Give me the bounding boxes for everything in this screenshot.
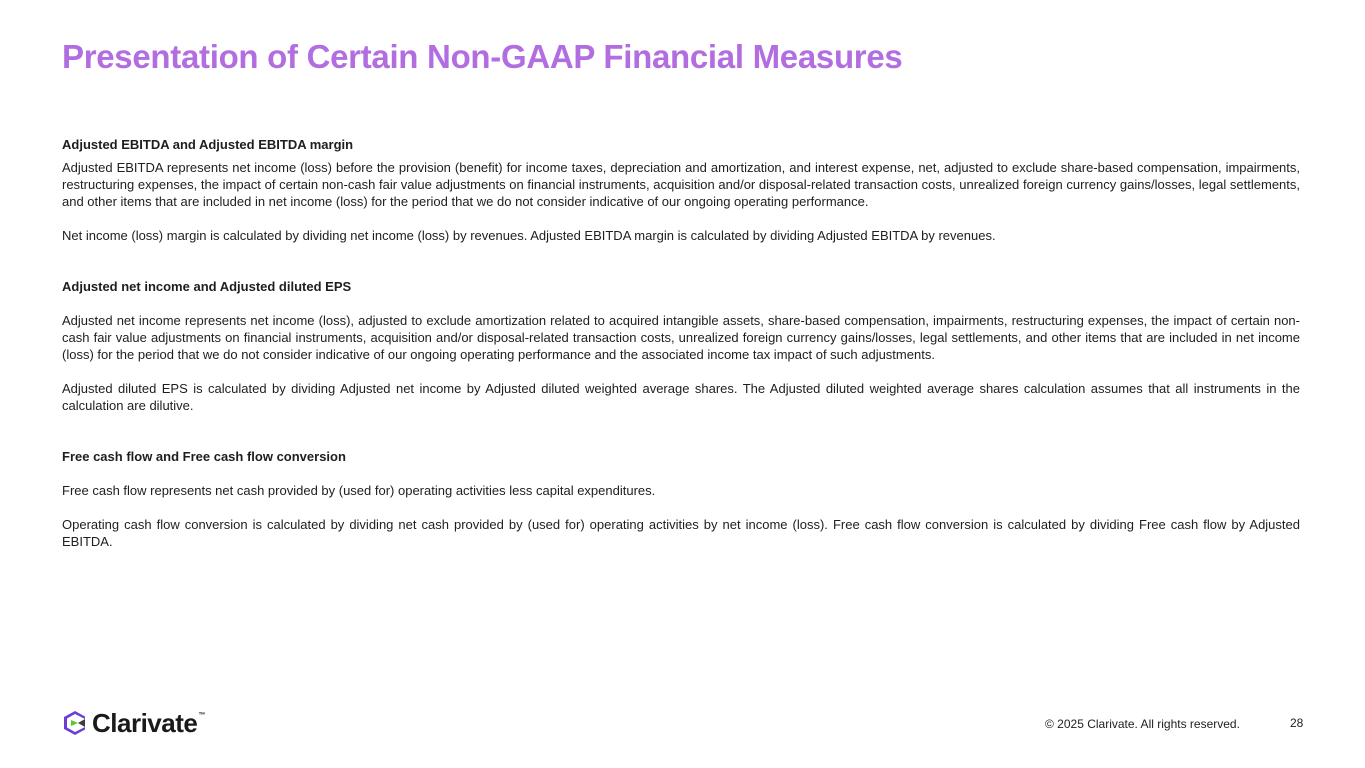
paragraph-adjusted-diluted-eps: Adjusted diluted EPS is calculated by dividing Adjusted net income by Adjusted diluted weighted average shares. The Adjusted diluted weighted average shares calculation assumes that all instruments in the calculation are dilutive. — [62, 381, 1300, 413]
logo-trademark: ™ — [198, 712, 206, 719]
content-body — [62, 136, 1300, 550]
section-heading-adjusted-net-income: Adjusted net income and Adjusted diluted EPS — [62, 279, 352, 294]
page-title: Presentation of Certain Non-GAAP Financial Measures — [62, 38, 903, 75]
clarivate-logo-icon — [63, 710, 87, 736]
paragraph-free-cash-flow: Free cash flow represents net cash provided by (used for) operating activities less capital expenditures. — [62, 483, 656, 498]
logo-wordmark: Clarivate — [92, 708, 198, 738]
section-heading-ebitda: Adjusted EBITDA and Adjusted EBITDA margin — [62, 137, 354, 152]
clarivate-logo — [63, 708, 205, 738]
copyright-notice: © 2025 Clarivate. All rights reserved. — [1045, 717, 1240, 731]
paragraph-ebitda-margin: Net income (loss) margin is calculated by dividing net income (loss) by revenues. Adjusted EBITDA margin is calculated by dividing Adjusted EBITDA by revenues. — [62, 228, 996, 243]
paragraph-adjusted-net-income: Adjusted net income represents net income (loss), adjusted to exclude amortization related to acquired intangible assets, share-based compensation, impairments, restructuring expenses, the impact of certain non-cash fair value adjustments on financial instruments, acquisition and/or disposal-related transaction costs, unrealized foreign currency gains/losses, legal settlements, and other items that are included in net income (loss) for the period that we do not consider indicative of our ongoing operating performance and the associated income tax impact of such adjustments. — [62, 313, 1300, 362]
paragraph-ebitda-definition: Adjusted EBITDA represents net income (loss) before the provision (benefit) for income taxes, depreciation and amortization, and interest expense, net, adjusted to exclude share-based compensation, impairments, restructuring expenses, the impact of certain non-cash fair value adjustments on financial instruments, acquisition and/or disposal-related transaction costs, unrealized foreign currency gains/losses, legal settlements, and other items that are included in net income (loss) for the period that we do not consider indicative of our ongoing operating performance. — [62, 160, 1300, 209]
section-heading-free-cash-flow: Free cash flow and Free cash flow conversion — [62, 449, 346, 464]
paragraph-cash-flow-conversion: Operating cash flow conversion is calculated by dividing net cash provided by (used for) operating activities by net income (loss). Free cash flow conversion is calculated by dividing Free cash flow by Adjusted EBITDA. — [62, 517, 1300, 549]
page-number: 28 — [1290, 716, 1304, 730]
